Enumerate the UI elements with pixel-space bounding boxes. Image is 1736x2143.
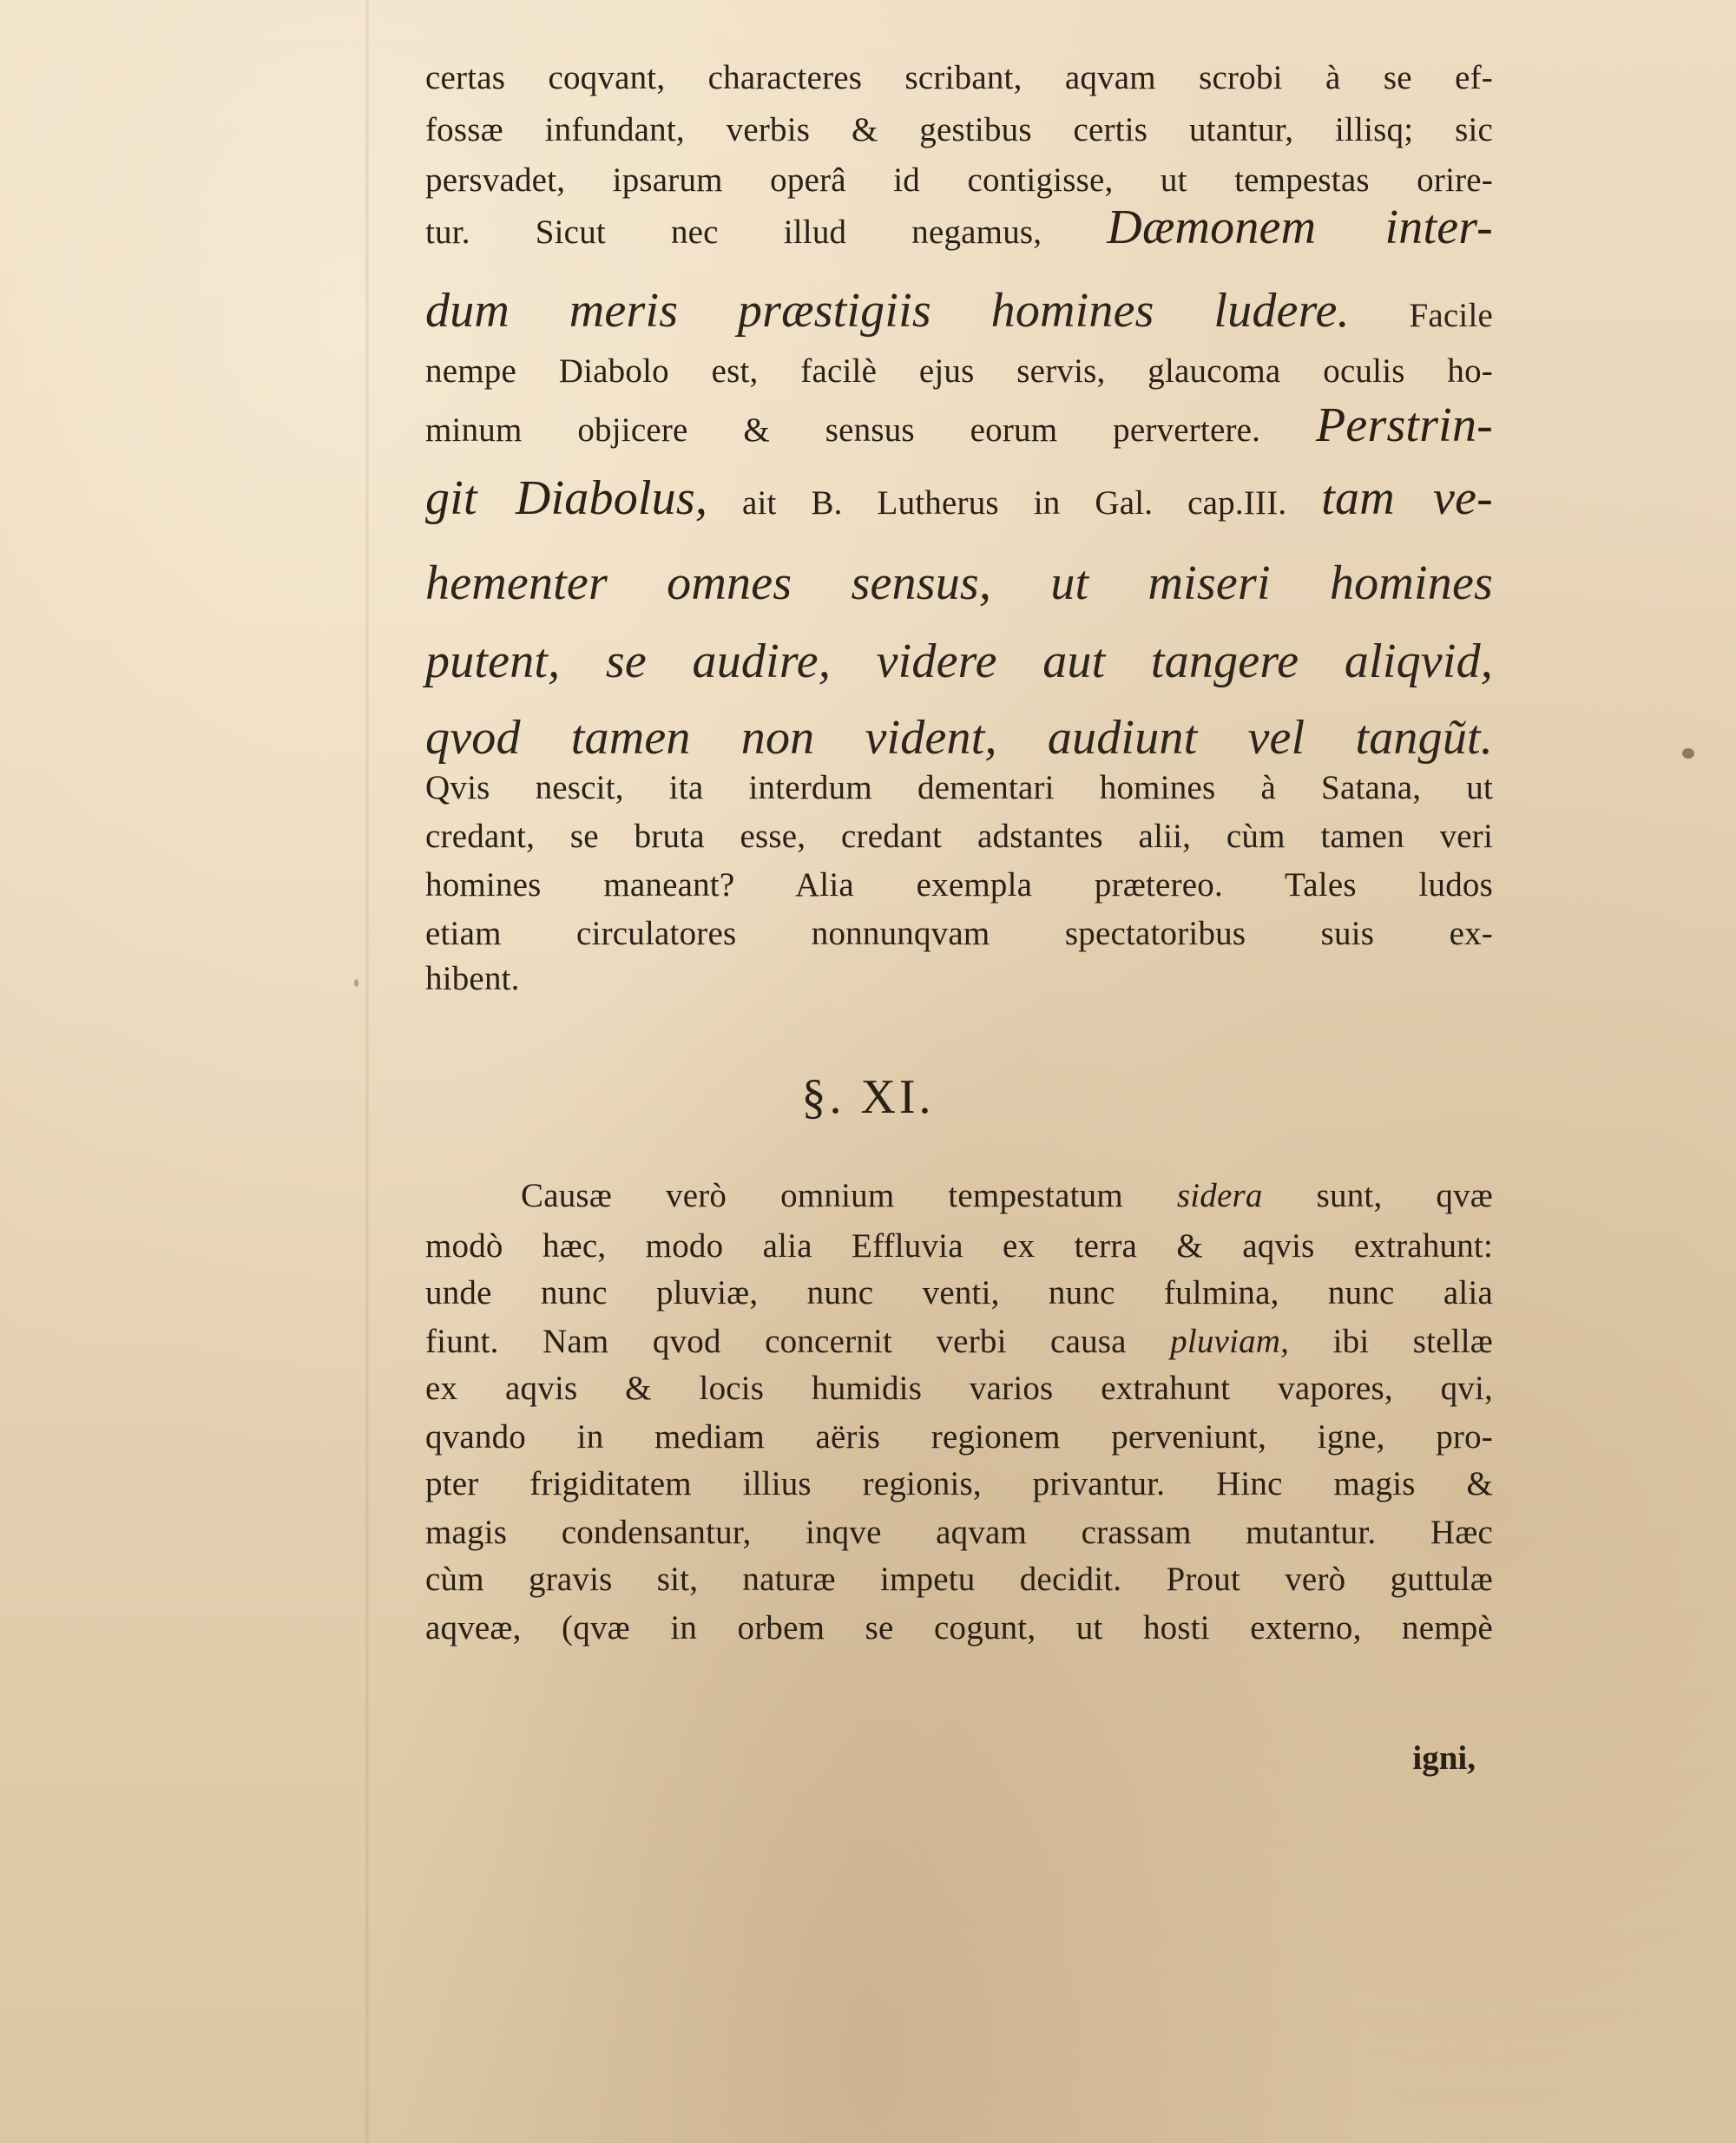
text-span: sunt, qvæ: [1316, 1177, 1494, 1214]
text-line: magis condensantur, inqve aqvam crassam mutantur. Hæc: [425, 1514, 1493, 1551]
text-line-mixed: [425, 398, 1493, 455]
text-span: Causæ verò omnium tempestatum: [521, 1177, 1123, 1214]
ink-speck: [354, 979, 358, 987]
text-line: hibent.: [425, 960, 520, 997]
text-line: homines maneant? Alia exempla prætereo. Tales ludos: [425, 866, 1493, 904]
text-span: ibi stellæ: [1332, 1323, 1493, 1360]
text-line-mixed: [425, 276, 1493, 351]
text-line: certas coqvant, characteres scribant, aqvam scrobi à se ef-: [425, 59, 1493, 96]
text-line: unde nunc pluviæ, nunc venti, nunc fulmina, nunc alia: [425, 1274, 1493, 1311]
text-line: Qvis nescit, ita interdum dementari homines à Satana, ut: [425, 769, 1493, 806]
text-span: tur. Sicut nec illud negamus,: [425, 214, 1042, 251]
text-line: etiam circulatores nonnunqvam spectatoribus suis ex-: [425, 915, 1493, 952]
text-line: persvadet, ipsarum operâ id contigisse, ut tempestas orire-: [425, 161, 1493, 199]
text-line: pter frigiditatem illius regionis, privantur. Hinc magis &: [425, 1465, 1493, 1502]
text-line: fossæ infundant, verbis & gestibus certis utantur, illisq; sic: [425, 111, 1493, 148]
emphasis-line: putent, se audire, videre aut tangere aliqvid,: [425, 634, 1493, 688]
text-span: Facile: [1409, 297, 1494, 334]
emphasis-text: pluviam,: [1170, 1323, 1290, 1360]
emphasis-line: qvod tamen non vident, audiunt vel tangũt.: [425, 711, 1493, 765]
catchword: igni,: [1412, 1739, 1476, 1777]
text-line: qvando in mediam aëris regionem perveniunt, igne, pro-: [425, 1418, 1493, 1456]
emphasis-line: hementer omnes sensus, ut miseri homines: [425, 556, 1493, 610]
text-line: ex aqvis & locis humidis varios extrahunt vapores, qvi,: [425, 1370, 1493, 1407]
emphasis-text: sidera: [1176, 1177, 1263, 1214]
text-line-mixed: [425, 1318, 1493, 1366]
text-span: fiunt. Nam qvod concernit verbi causa: [425, 1323, 1127, 1360]
text-line: nempe Diabolo est, facilè ejus servis, glaucoma oculis ho-: [425, 352, 1493, 390]
text-span: minum objicere & sensus eorum pervertere.: [425, 411, 1261, 449]
text-line: modò hæc, modo alia Effluvia ex terra & aqvis extrahunt:: [425, 1227, 1493, 1265]
text-span: ait B. Lutherus in Gal. cap.III.: [741, 484, 1287, 522]
emphasis-text: dum meris præstigiis homines ludere.: [425, 284, 1350, 338]
text-line: aqveæ, (qvæ in orbem se cogunt, ut hosti externo, nempè: [425, 1609, 1493, 1647]
section-heading: §. XI.: [801, 1070, 935, 1124]
text-line-mixed: [521, 1172, 1493, 1220]
text-line-mixed: [425, 471, 1493, 528]
text-line-mixed: [425, 200, 1494, 257]
text-line: cùm gravis sit, naturæ impetu decidit. Prout verò guttulæ: [425, 1561, 1493, 1598]
ink-stain: [1682, 748, 1694, 759]
emphasis-text: Perstrin-: [1315, 398, 1493, 452]
text-line: credant, se bruta esse, credant adstantes alii, cùm tamen veri: [425, 818, 1493, 855]
emphasis-text: Dæmonem inter-: [1107, 200, 1494, 254]
emphasis-text: tam ve-: [1321, 471, 1493, 525]
emphasis-text: git Diabolus,: [425, 471, 708, 525]
